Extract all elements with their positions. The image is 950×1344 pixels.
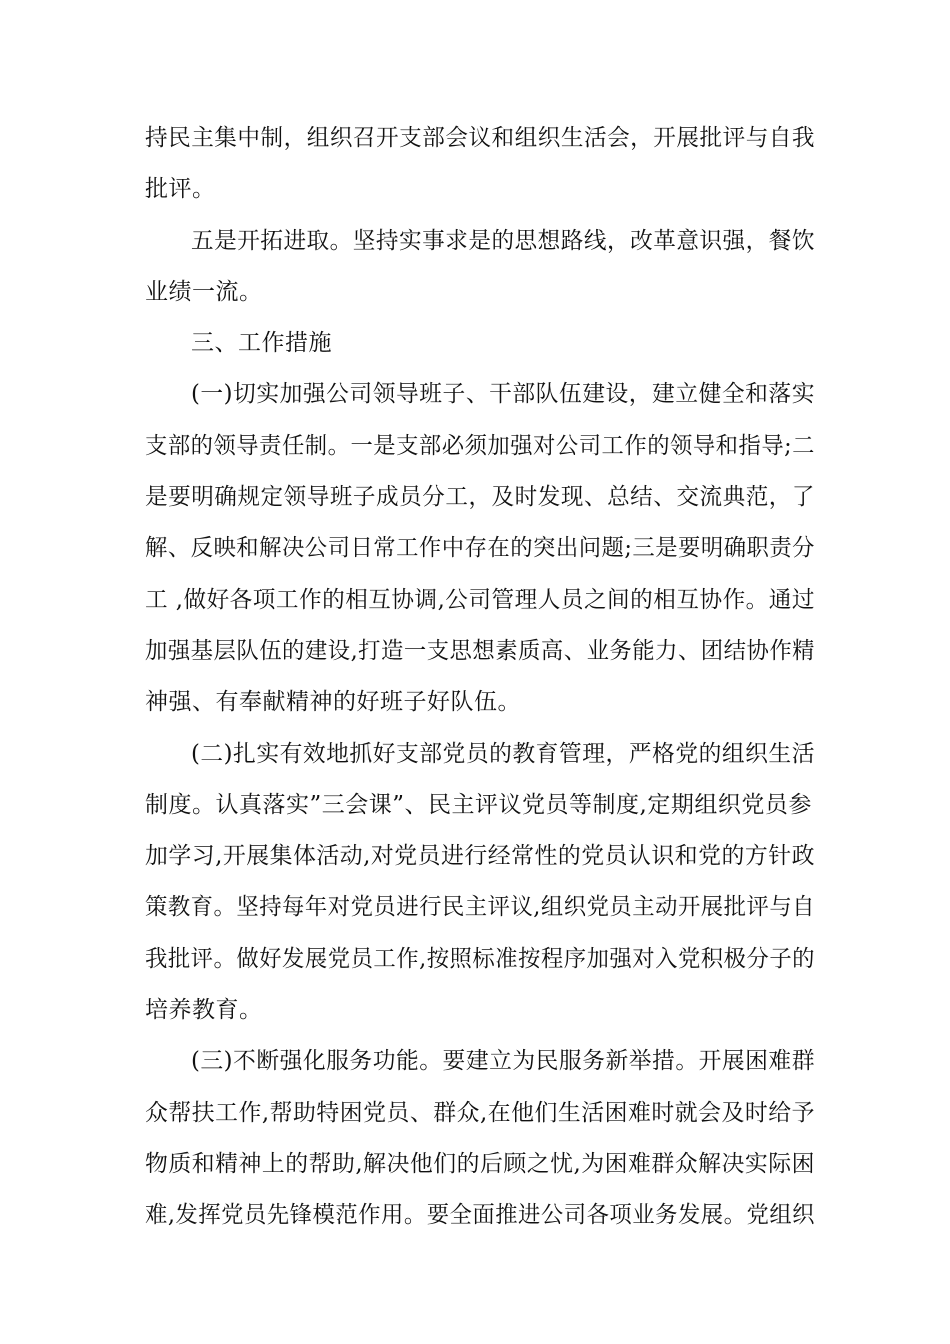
text-line: 五是开拓进取。坚持实事求是的思想路线，改革意识强，餐饮 bbox=[191, 227, 815, 254]
text-line: (二)扎实有效地抓好支部党员的教育管理，严格党的组织生活 bbox=[191, 740, 815, 767]
text-line: 三、工作措施 bbox=[191, 330, 332, 357]
text-line: 加强基层队伍的建设,打造一支思想素质高、业务能力、团结协作精 bbox=[145, 637, 815, 664]
text-line: (一)切实加强公司领导班子、干部队伍建设，建立健全和落实 bbox=[191, 381, 815, 408]
text-line: 策教育。坚持每年对党员进行民主评议,组织党员主动开展批评与自 bbox=[145, 894, 815, 921]
text-line: 是要明确规定领导班子成员分工，及时发现、总结、交流典范，了 bbox=[145, 484, 815, 511]
text-line: 加学习,开展集体活动,对党员进行经常性的党员认识和党的方针政 bbox=[145, 843, 815, 870]
text-line: 神强、有奉献精神的好班子好队伍。 bbox=[145, 689, 521, 716]
text-line: 工 ,做好各项工作的相互协调,公司管理人员之间的相互协作。通过 bbox=[145, 586, 815, 613]
text-line: 持民主集中制，组织召开支部会议和组织生活会，开展批评与自我 bbox=[145, 125, 815, 151]
text-line: 物质和精神上的帮助,解决他们的后顾之忧,为困难群众解决实际困 bbox=[145, 1150, 815, 1177]
text-line: 业绩一流。 bbox=[145, 278, 263, 305]
text-line: 批评。 bbox=[145, 176, 216, 203]
text-line: 我批评。做好发展党员工作,按照标准按程序加强对入党积极分子的 bbox=[145, 945, 815, 972]
text-line: 解、反映和解决公司日常工作中存在的突出问题;三是要明确职责分 bbox=[145, 535, 815, 562]
document-body bbox=[145, 113, 815, 1242]
text-line: 难,发挥党员先锋模范作用。要全面推进公司各项业务发展。党组织 bbox=[145, 1202, 815, 1229]
text-line: (三)不断强化服务功能。要建立为民服务新举措。开展困难群 bbox=[191, 1048, 815, 1075]
text-line: 培养教育。 bbox=[145, 997, 263, 1024]
text-line: 支部的领导责任制。一是支部必须加强对公司工作的领导和指导;二 bbox=[145, 432, 815, 459]
text-line: 制度。认真落实”三会课”、民主评议党员等制度,定期组织党员参 bbox=[145, 791, 812, 818]
text-line: 众帮扶工作,帮助特困党员、群众,在他们生活困难时就会及时给予 bbox=[145, 1099, 815, 1126]
